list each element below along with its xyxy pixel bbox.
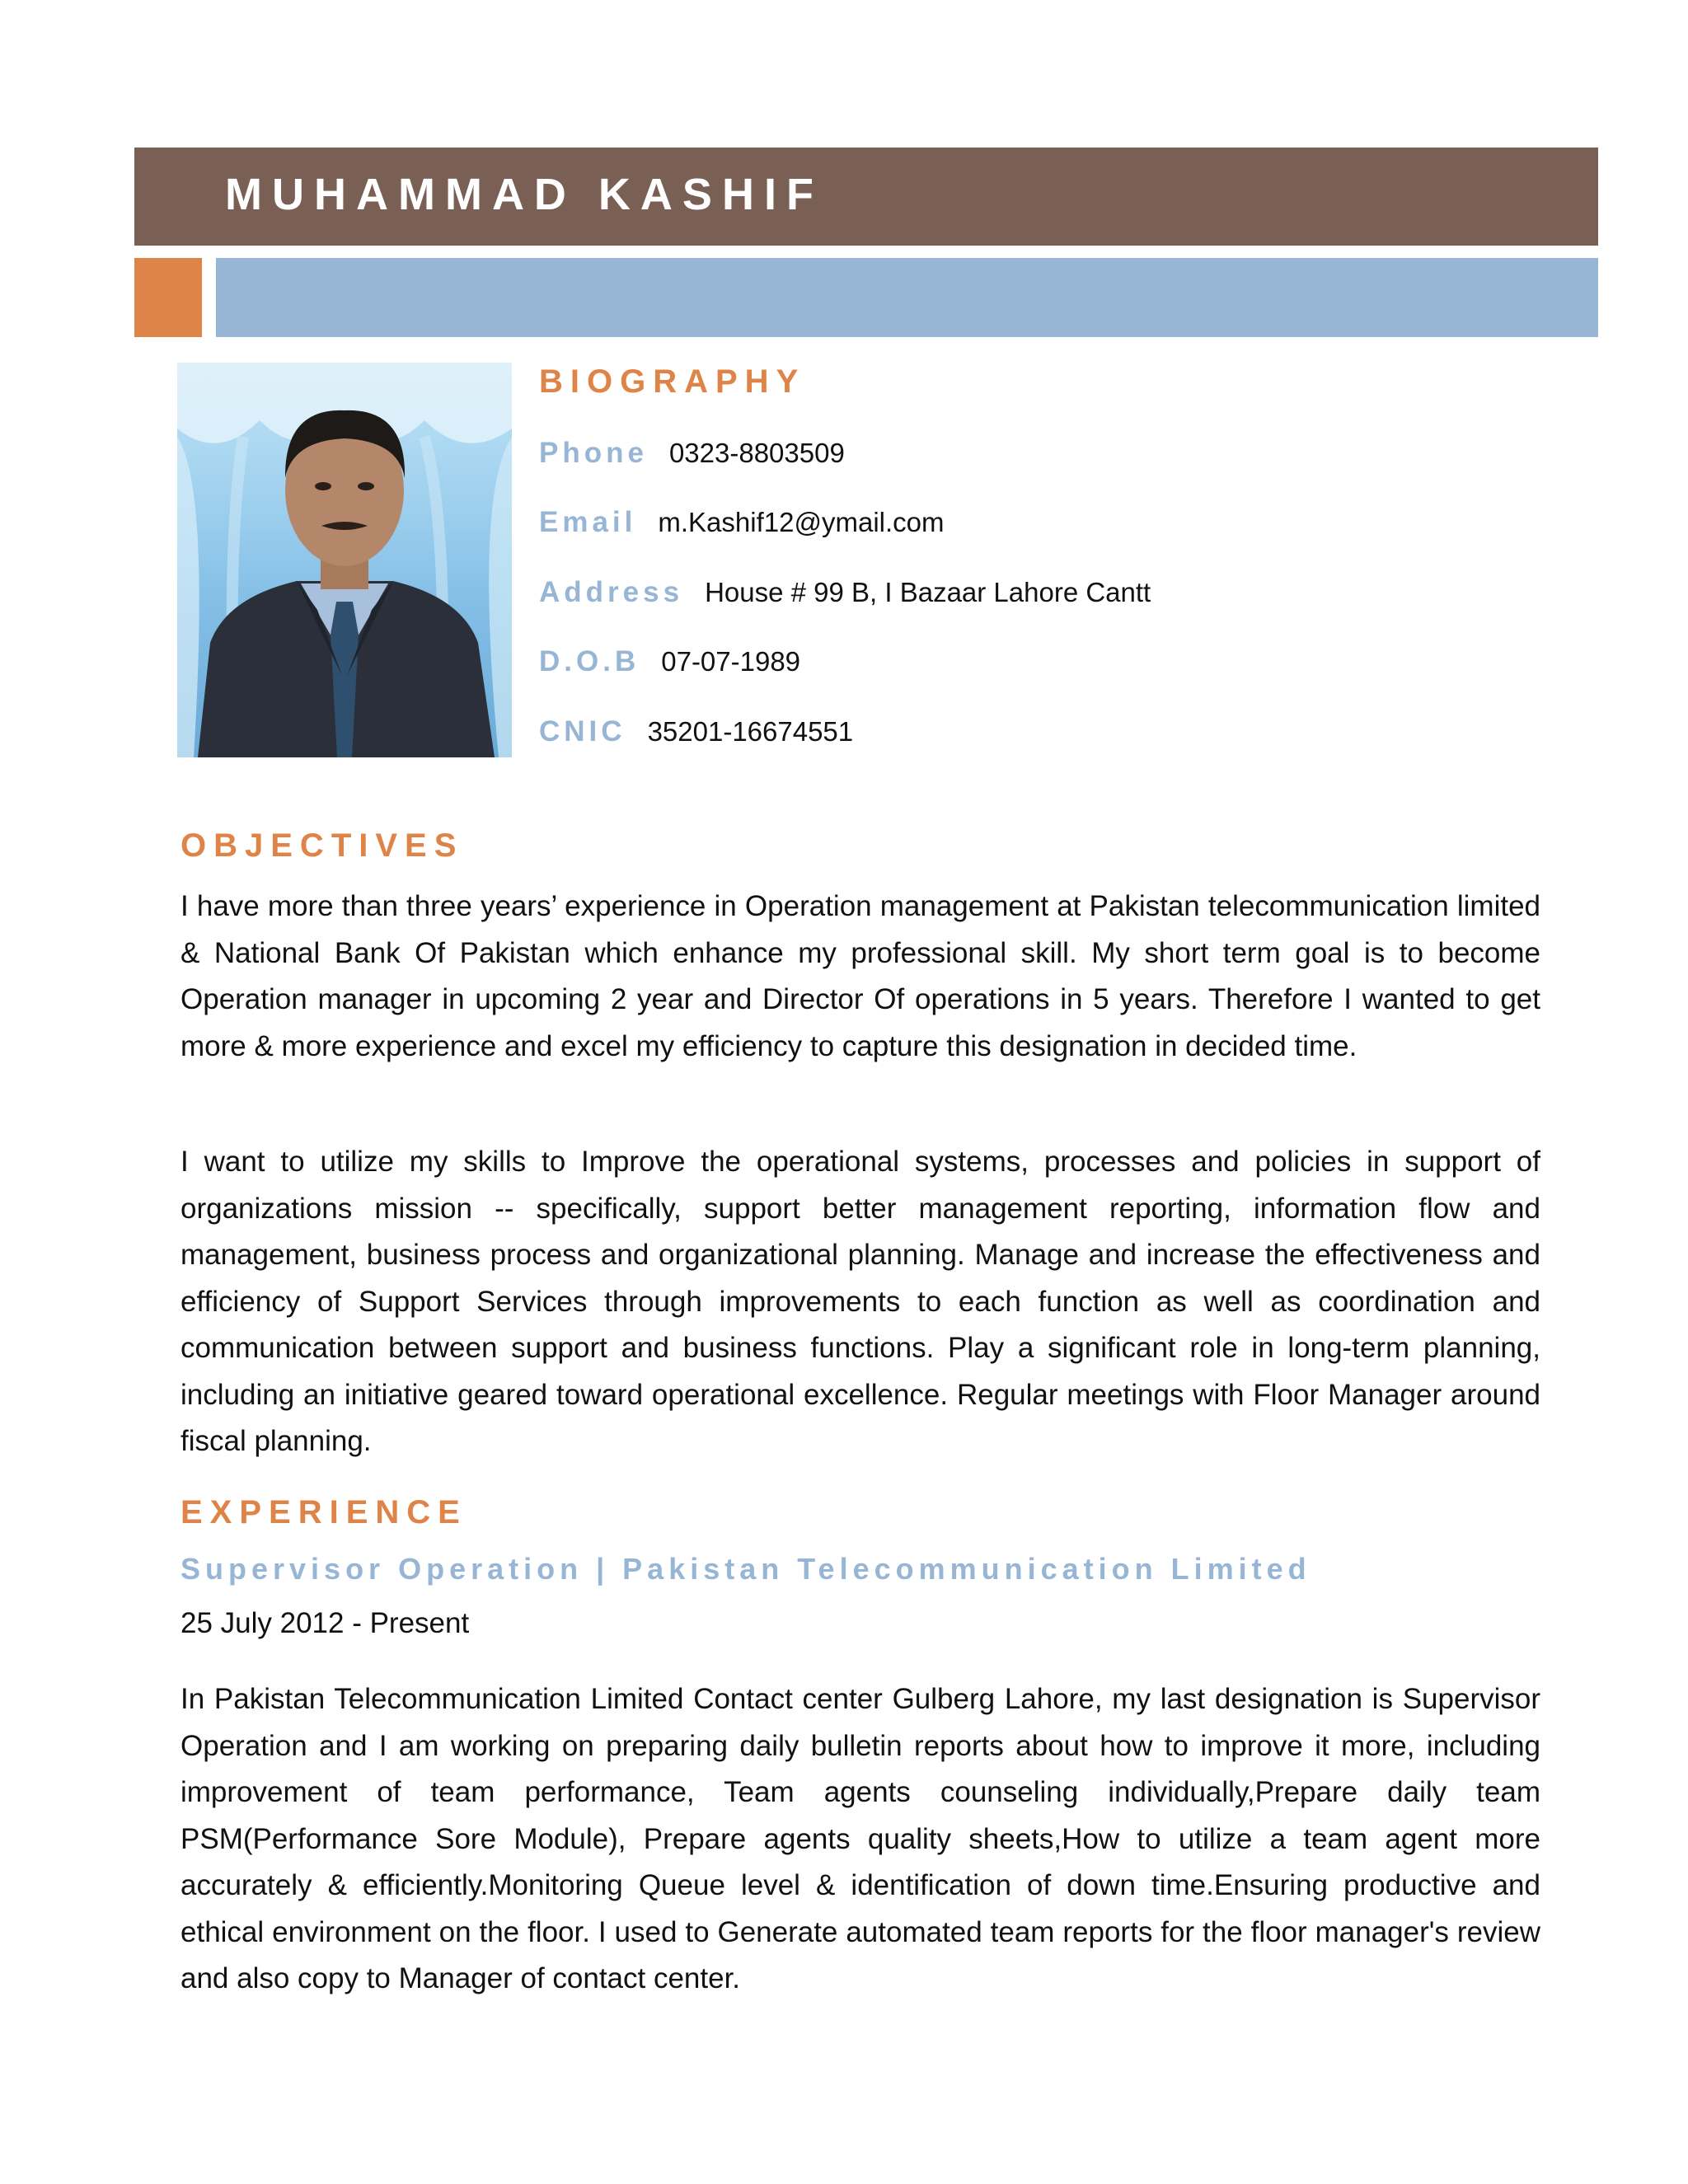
address-label: Address: [539, 576, 684, 608]
accent-bar: [216, 258, 1598, 337]
candidate-name: MUHAMMAD KASHIF: [225, 170, 823, 219]
email-label: Email: [539, 506, 637, 538]
objectives-heading: OBJECTIVES: [181, 827, 464, 864]
dob-value: 07-07-1989: [661, 646, 801, 677]
address-value: House # 99 B, I Bazaar Lahore Cantt: [705, 577, 1151, 607]
biography-heading: BIOGRAPHY: [539, 363, 806, 400]
objectives-paragraph-2: I want to utilize my skills to Improve the operational systems, processes and policies in support of organizations mission -- specifically, support better management reporting, information flow and management, business process and organizational planning. Manage and increase the effectiveness and efficiency of Support Services through improvements to each function as well as coordination and communication between support and business functions. Play a significant role in long-term planning, including an initiative geared toward operational excellence. Regular meetings with Floor Manager around fiscal planning.: [181, 1146, 1540, 1457]
bio-row-phone: [539, 437, 845, 478]
objectives-paragraph-1: I have more than three years’ experience in Operation management at Pakistan telecommunication limited & National Bank Of Pakistan which enhance my professional skill. My short term goal is to become Operation manager in upcoming 2 year and Director Of operations in 5 years. Therefore I wanted to get more & more experience and excel my efficiency to capture this designation in decided time.: [181, 890, 1540, 1062]
job-title: Supervisor Operation | Pakistan Telecommunication Limited: [181, 1552, 1311, 1586]
job-description: In Pakistan Telecommunication Limited Contact center Gulberg Lahore, my last designation is Supervisor Operation and I am working on preparing daily bulletin reports about how to improve it more, including improvement of team performance, Team agents counseling individually,Prepare daily team PSM(Performance Sore Module), Prepare agents quality sheets,How to utilize a team agent more accurately & efficiently.Monitoring Queue level & identification of down time.Ensuring productive and ethical environment on the floor. I used to Generate automated team reports for the floor manager's review and also copy to Manager of contact center.: [181, 1683, 1540, 1994]
phone-value: 0323-8803509: [668, 438, 845, 468]
cnic-value: 35201-16674551: [647, 716, 854, 747]
bio-row-email: [539, 506, 945, 547]
experience-heading: EXPERIENCE: [181, 1494, 467, 1530]
phone-label: Phone: [539, 437, 648, 469]
bio-row-address: [539, 576, 1151, 617]
email-value: m.Kashif12@ymail.com: [658, 507, 945, 537]
bio-row-cnic: [539, 715, 853, 757]
bio-row-dob: [539, 645, 800, 687]
profile-photo: [177, 363, 512, 757]
cnic-label: CNIC: [539, 715, 626, 748]
name-banner: [134, 148, 1598, 246]
job-dates: 25 July 2012 - Present: [181, 1607, 470, 1639]
dob-label: D.O.B: [539, 645, 640, 677]
accent-square: [134, 258, 202, 337]
